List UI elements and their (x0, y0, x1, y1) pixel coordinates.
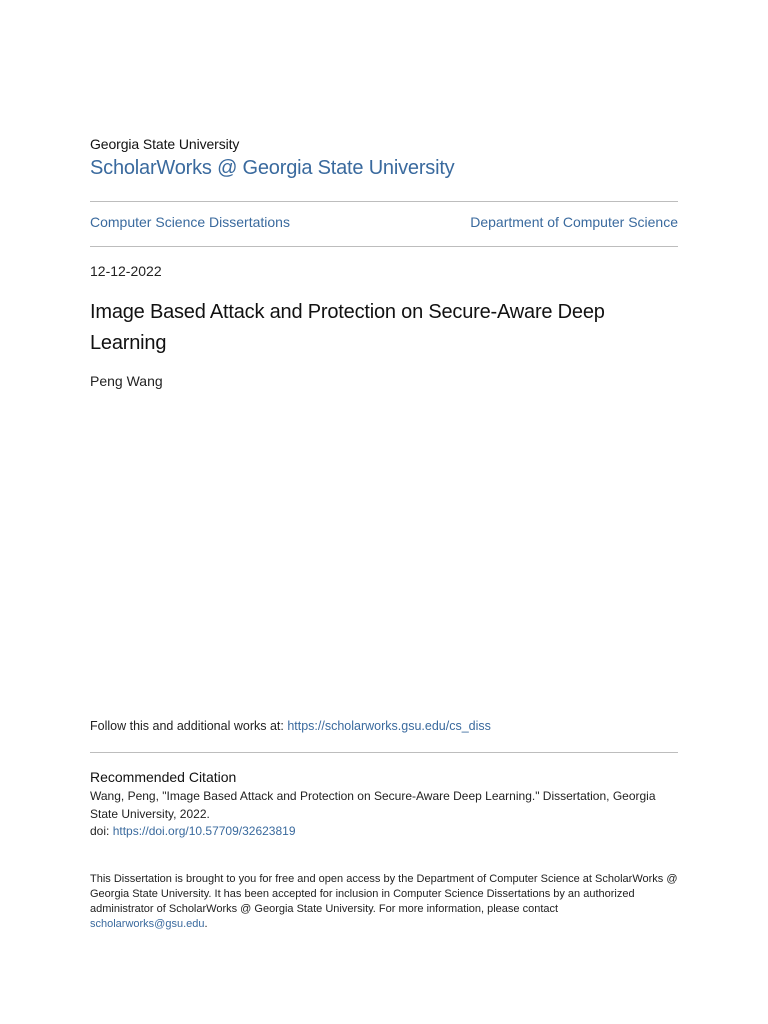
citation-text: Wang, Peng, "Image Based Attack and Protection on Secure-Aware Deep Learning." Dissertation, Georgia State University, 2022. (90, 789, 656, 821)
follow-prefix: Follow this and additional works at: (90, 719, 288, 733)
access-notice (90, 872, 678, 932)
repository-link[interactable]: ScholarWorks @ Georgia State University (90, 157, 455, 179)
doi-prefix: doi: (90, 824, 113, 838)
collection-divider (90, 246, 678, 247)
contact-email-link[interactable]: scholarworks@gsu.edu (90, 918, 205, 930)
citation-block (90, 788, 678, 841)
document-title: Image Based Attack and Protection on Secure-Aware Deep Learning (90, 301, 605, 354)
follow-line (90, 719, 491, 733)
follow-url-link[interactable]: https://scholarworks.gsu.edu/cs_diss (287, 719, 491, 733)
cover-page (90, 0, 678, 1024)
collection-row (90, 214, 678, 230)
citation-heading: Recommended Citation (90, 769, 237, 785)
publication-date: 12-12-2022 (90, 263, 162, 279)
notice-text: This Dissertation is brought to you for free and open access by the Department of Computer Science at ScholarWorks @ Georgia State University. It has been accepted for inclusion in Computer Science Dissertations by an authorized administrator of ScholarWorks @ Georgia State University. For more information, please contact (90, 873, 678, 915)
citation-divider (90, 752, 678, 753)
notice-suffix: . (204, 918, 208, 930)
top-divider (90, 201, 678, 202)
series-link[interactable]: Computer Science Dissertations (90, 214, 290, 230)
author-name: Peng Wang (90, 373, 163, 389)
department-link[interactable]: Department of Computer Science (470, 214, 678, 230)
doi-line (90, 823, 678, 841)
doi-link[interactable]: https://doi.org/10.57709/32623819 (112, 824, 296, 838)
institution-name: Georgia State University (90, 136, 240, 152)
